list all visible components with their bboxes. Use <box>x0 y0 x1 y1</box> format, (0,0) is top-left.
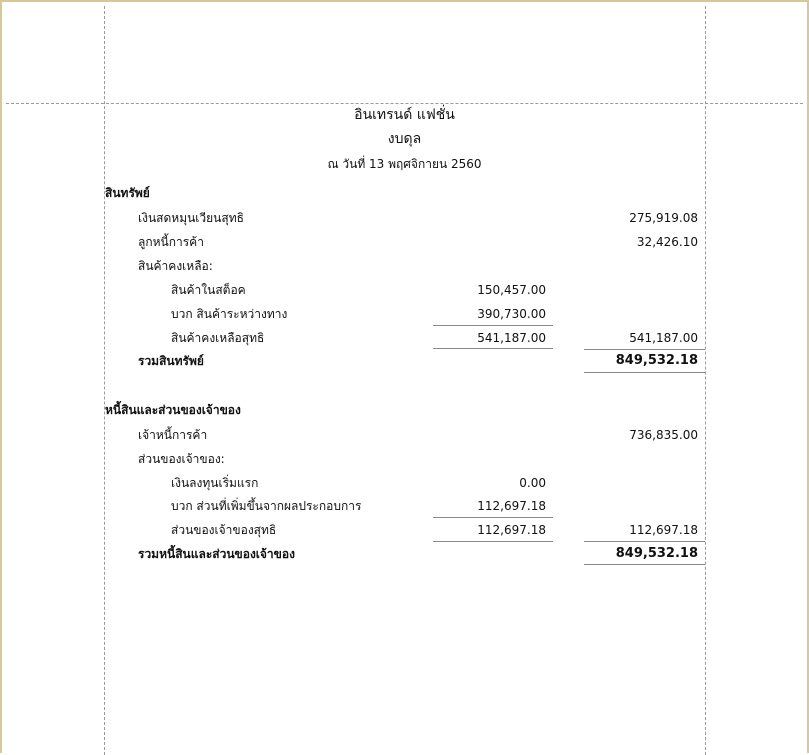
receivable-label: ลูกหนี้การค้า <box>138 235 204 249</box>
cash-label: เงินสดหมุนเวียนสุทธิ <box>138 211 244 225</box>
net-equity-label: ส่วนของเจ้าของสุทธิ <box>171 523 277 537</box>
net-equity-value: 112,697.18 <box>629 523 698 537</box>
grand-total-underline <box>584 564 705 565</box>
company-name: อินเทรนด์ แฟชั่น <box>354 107 455 123</box>
assets-heading: สินทรัพย์ <box>105 186 150 200</box>
grand-total-rule <box>584 541 705 542</box>
payable-value: 736,835.00 <box>629 428 698 442</box>
total-assets-label: รวมสินทรัพย์ <box>138 354 204 368</box>
profit-label: บวก ส่วนที่เพิ่มขึ้นจากผลประกอบการ <box>171 499 362 513</box>
subtotal-rule <box>433 325 553 326</box>
transit-value: 390,730.00 <box>477 307 546 321</box>
equity-subtotal-underline <box>433 541 553 542</box>
cash-value: 275,919.08 <box>629 211 698 225</box>
subtotal-underline <box>433 348 553 349</box>
net-inventory-value: 541,187.00 <box>629 331 698 345</box>
payable-label: เจ้าหนี้การค้า <box>138 428 208 442</box>
total-liabilities-value: 849,532.18 <box>615 546 698 561</box>
report-date: ณ วันที่ 13 พฤศจิกายน 2560 <box>327 157 482 171</box>
equity-subtotal-rule <box>433 517 553 518</box>
net-inventory-subtotal: 541,187.00 <box>477 331 546 345</box>
equity-label: ส่วนของเจ้าของ: <box>138 452 225 466</box>
report-title: งบดุล <box>387 131 422 147</box>
transit-label: บวก สินค้าระหว่างทาง <box>171 307 288 321</box>
net-equity-subtotal: 112,697.18 <box>477 523 546 537</box>
receivable-value: 32,426.10 <box>636 235 698 249</box>
profit-value: 112,697.18 <box>477 499 546 513</box>
capital-value: 0.00 <box>519 476 546 490</box>
total-assets-value: 849,532.18 <box>615 353 698 368</box>
capital-label: เงินลงทุนเริ่มแรก <box>171 476 259 490</box>
total-rule <box>584 349 705 350</box>
inventory-label: สินค้าคงเหลือ: <box>138 259 213 273</box>
liabilities-heading: หนี้สินและส่วนของเจ้าของ <box>105 403 241 417</box>
total-liabilities-label: รวมหนี้สินและส่วนของเจ้าของ <box>138 547 295 561</box>
stock-value: 150,457.00 <box>477 283 546 297</box>
net-inventory-label: สินค้าคงเหลือสุทธิ <box>171 331 265 345</box>
total-underline <box>584 372 705 373</box>
stock-label: สินค้าในสต็อค <box>171 283 246 297</box>
